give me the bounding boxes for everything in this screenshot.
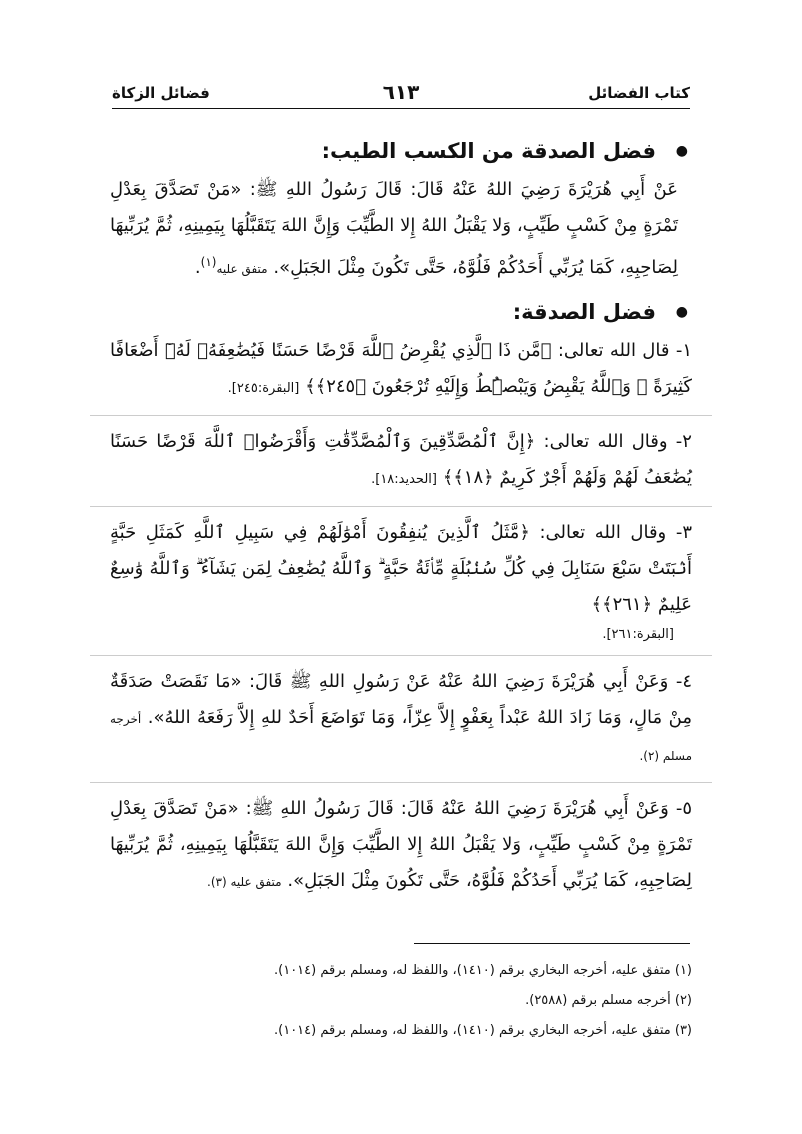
hadith-source: متفق عليه (٣). <box>207 875 282 889</box>
section-heading-charity: ● فضل الصدقة: <box>110 295 692 329</box>
footnotes <box>110 956 692 1046</box>
verse-reference: [الحديد:١٨]. <box>371 472 437 487</box>
verse-reference: [البقرة:٢٦١]. <box>602 627 674 642</box>
list-item <box>110 664 692 774</box>
footnote: (٣) متفق عليه، أخرجه البخاري برقم (١٤١٠)، واللفظ له، ومسلم برقم (١٠١٤). <box>274 1023 692 1038</box>
verse-reference: [البقرة:٢٤٥]. <box>227 381 300 396</box>
item-divider <box>90 655 712 656</box>
item-number: ٣- <box>675 522 692 543</box>
list-item <box>110 333 692 407</box>
item-intro: قال الله تعالى: <box>557 340 670 361</box>
footnote-mark: (١) <box>200 255 217 269</box>
list-item <box>110 424 692 498</box>
header-divider <box>112 108 690 109</box>
quran-verse: ﴿إِنَّ ٱلْمُصَّدِّقِينَ وَٱلْمُصَّدِّقَٰتِ وَأَقْرَضُوا۟ ٱللَّهَ قَرْضًا حَسَنًا يُضَٰعَفُ لَهُمْ وَلَهُمْ أَجْرٌ كَرِيمٌ ﴿١٨﴾﴾ <box>110 431 692 488</box>
footnote-divider <box>414 943 690 944</box>
footnote: (٢) أخرجه مسلم برقم (٢٥٨٨). <box>525 993 692 1008</box>
footnote: (١) متفق عليه، أخرجه البخاري برقم (١٤١٠)، واللفظ له، ومسلم برقم (١٠١٤). <box>274 963 692 978</box>
item-number: ٢- <box>675 431 692 452</box>
item-divider <box>90 415 712 416</box>
chapter-title: فضائل الزكاة <box>112 84 210 102</box>
item-intro: وقال الله تعالى: <box>543 431 668 452</box>
item-number: ٥- <box>675 798 692 819</box>
item-divider <box>90 782 712 783</box>
page-header <box>112 80 690 108</box>
page-number: ٦١٣ <box>382 80 420 104</box>
item-divider <box>90 506 712 507</box>
item-intro: وقال الله تعالى: <box>539 522 667 543</box>
hadith-source: أخرجه مسلم (٢). <box>110 712 692 763</box>
hadith-source: متفق عليه <box>216 262 268 276</box>
quran-verse: ﴿مَّثَلُ ٱلَّذِينَ يُنفِقُونَ أَمْوَٰلَهُمْ فِي سَبِيلِ ٱللَّهِ كَمَثَلِ حَبَّةٍ أَنۢبَتَتْ سَبْعَ سَنَابِلَ فِي كُلِّ سُنۢبُلَةٍ مِّا۟ئَةُ حَبَّةٍ ۗ وَٱللَّهُ يُضَٰعِفُ لِمَن يَشَآءُ ۗ وَٱللَّهُ وَٰسِعٌ عَلِيمٌ ﴿٢٦١﴾﴾ <box>110 522 692 615</box>
hadith-text: وَعَنْ أَبِي هُرَيْرَةَ رَضِيَ اللهُ عَنْهُ عَنْ رَسُولِ اللهِ ﷺ قَالَ: «مَا نَقَصَتْ صَدَقَةٌ مِنْ مَالٍ، وَمَا زَادَ اللهُ عَبْداً بِعَفْوٍ إِلاَّ عِزّاً، وَمَا تَوَاضَعَ أَحَدٌ للهِ إِلاَّ رَفَعَهُ اللهُ». <box>110 671 692 728</box>
item-number: ٤- <box>675 671 692 692</box>
hadith-text: عَنْ أَبِي هُرَيْرَةَ رَضِيَ اللهُ عَنْهُ قَالَ: قَالَ رَسُولُ اللهِ ﷺ: «مَنْ تَصَدَّقَ بِعَدْلِ تَمْرَةٍ مِنْ كَسْبٍ طَيِّبٍ، وَلا يَقْبَلُ اللهُ إِلا الطَّيِّبَ وَإِنَّ اللهَ يَتَقَبَّلُهَا بِيَمِينِهِ، ثُمَّ يُرَبِّيهَا لِصَاحِبِهِ، كَمَا يُرَبِّي أَحَدُكُمْ فَلُوَّهُ، حَتَّى تَكُونَ مِثْلَ الجَبَلِ». <box>110 179 678 278</box>
list-item <box>110 515 692 623</box>
quran-verse: ﴿مَّن ذَا ٱلَّذِي يُقْرِضُ ٱللَّهَ قَرْضًا حَسَنًا فَيُضَٰعِفَهُۥ لَهُۥٓ أَضْعَافًا كَثِيرَةً ۚ وَٱللَّهُ يَقْبِضُ وَيَبْصُۜطُ وَإِلَيْهِ تُرْجَعُونَ ﴿٢٤٥﴾﴾ <box>110 340 692 397</box>
page-content <box>110 126 692 900</box>
book-title: كتاب الفضائل <box>588 84 690 102</box>
hadith-text: وَعَنْ أَبِي هُرَيْرَةَ رَضِيَ اللهُ عَنْهُ قَالَ: قَالَ رَسُولُ اللهِ ﷺ: «مَنْ تَصَدَّقَ بِعَدْلِ تَمْرَةٍ مِنْ كَسْبٍ طَيِّبٍ، وَلا يَقْبَلُ اللهُ إِلا الطَّيِّبَ وَإِنَّ اللهَ يَتَقَبَّلُهَا بِيَمِينِهِ، ثُمَّ يُرَبِّيهَا لِصَاحِبِهِ، كَمَا يُرَبِّي أَحَدُكُمْ فَلُوَّهُ، حَتَّى تَكُونَ مِثْلَ الجَبَلِ». <box>110 798 692 891</box>
list-item <box>110 791 692 900</box>
item-number: ١- <box>675 340 692 361</box>
hadith-paragraph: عَنْ أَبِي هُرَيْرَةَ رَضِيَ اللهُ عَنْهُ قَالَ: قَالَ رَسُولُ اللهِ ﷺ: «مَنْ تَصَدَّقَ بِعَدْلِ تَمْرَةٍ مِنْ كَسْبٍ طَيِّبٍ، وَلا يَقْبَلُ اللهُ إِلا الطَّيِّبَ وَإِنَّ اللهَ يَتَقَبَّلُهَا بِيَمِينِهِ، ثُمَّ يُرَبِّيهَا لِصَاحِبِهِ، كَمَا يُرَبِّي أَحَدُكُمْ فَلُوَّهُ، حَتَّى تَكُونَ مِثْلَ الجَبَلِ». متفق عليه$^{(١)}$. <box>110 179 678 278</box>
section-heading-earning: ● فضل الصدقة من الكسب الطيب: <box>110 134 692 168</box>
